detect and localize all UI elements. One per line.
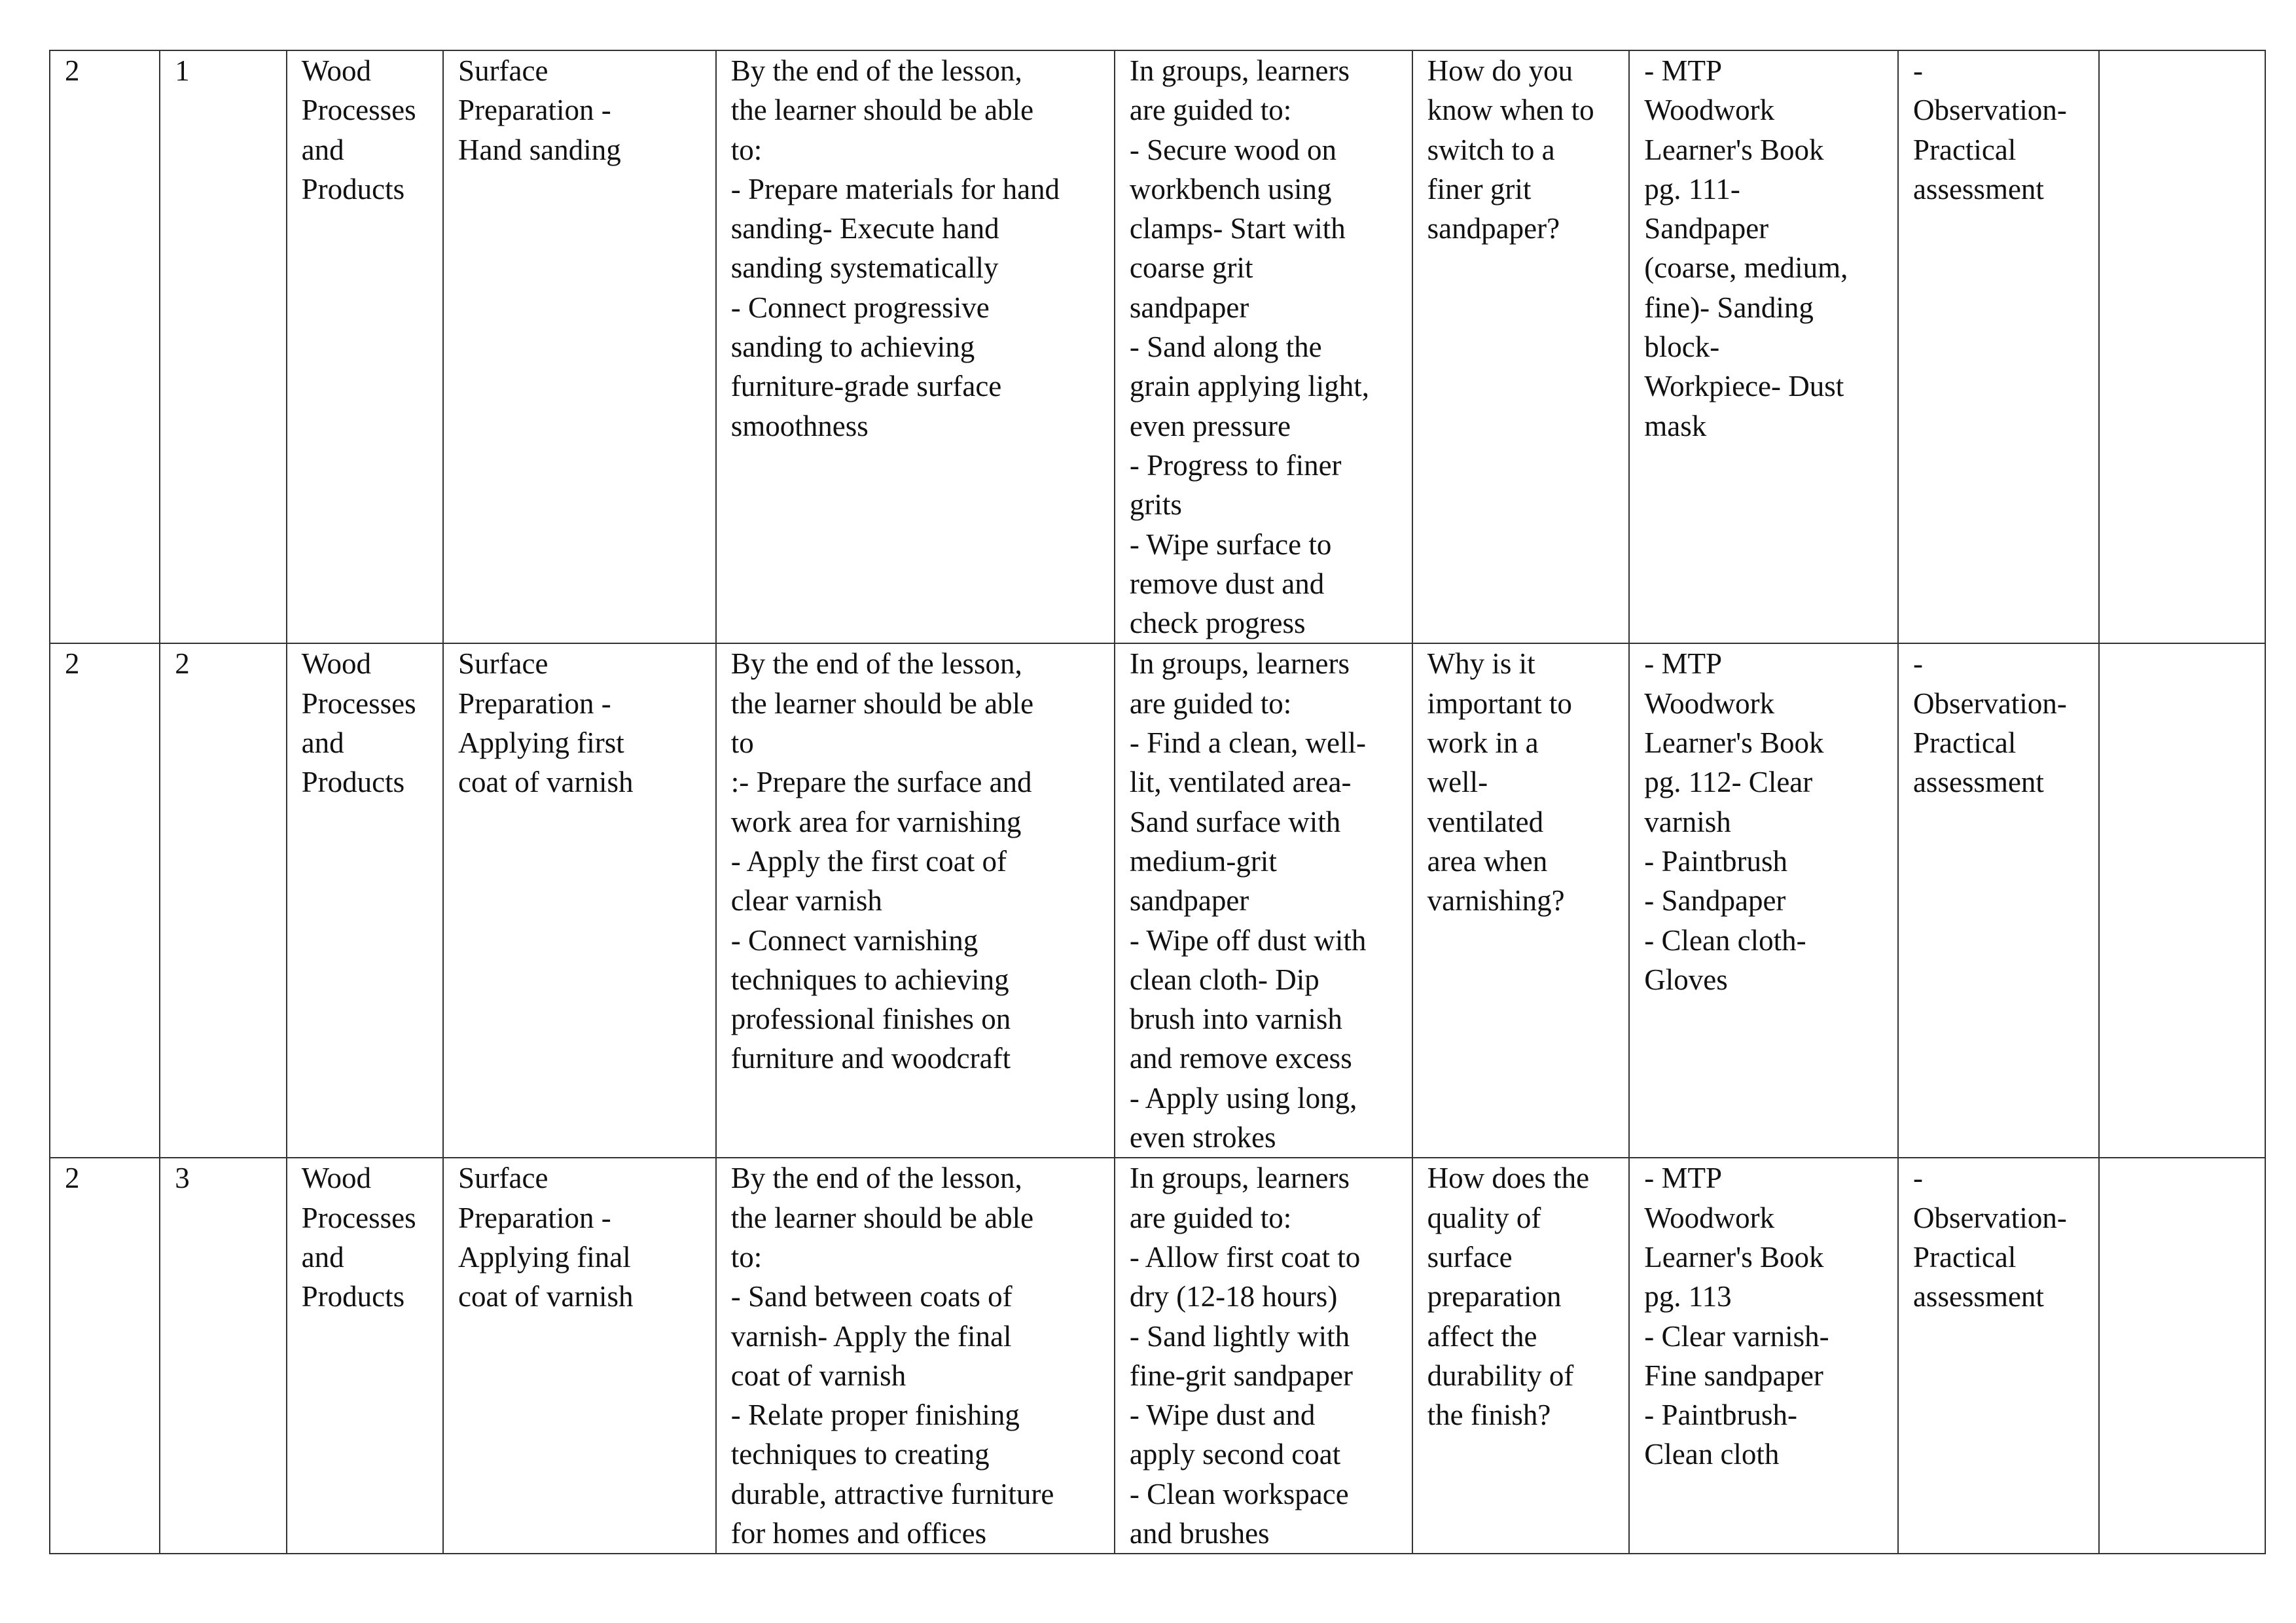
learning-outcomes-cell: By the end of the lesson, the learner should be able to :- Prepare the surface and work area for varnishing - Apply the first coat of clear varnish - Connect varnishing techniques to achieving professional finishes on furniture and woodcraft	[716, 643, 1115, 1158]
table-row	[50, 643, 2265, 1158]
sub-strand-cell: Surface Preparation - Hand sanding	[443, 50, 716, 643]
key-inquiry-question-cell: Why is it important to work in a well- ventilated area when varnishing?	[1412, 643, 1630, 1158]
lesson-cell: 1	[160, 50, 286, 643]
strand-cell: Wood Processes and Products	[287, 50, 443, 643]
table-row	[50, 50, 2265, 643]
sub-strand-cell: Surface Preparation - Applying first coat of varnish	[443, 643, 716, 1158]
assessment-cell: - Observation- Practical assessment	[1898, 1158, 2100, 1554]
learning-outcomes-cell: By the end of the lesson, the learner should be able to: - Prepare materials for hand sanding- Execute hand sanding systematically - Connect progressive sanding to achieving furniture-grade surface smoothness	[716, 50, 1115, 643]
assessment-cell: - Observation- Practical assessment	[1898, 50, 2100, 643]
table-row	[50, 1158, 2265, 1554]
remarks-cell	[2099, 50, 2265, 643]
remarks-cell	[2099, 1158, 2265, 1554]
strand-cell: Wood Processes and Products	[287, 1158, 443, 1554]
week-cell: 2	[50, 1158, 160, 1554]
remarks-cell	[2099, 643, 2265, 1158]
learning-experiences-cell: In groups, learners are guided to: - Find a clean, well- lit, ventilated area- Sand surface with medium-grit sandpaper - Wipe off dust with clean cloth- Dip brush into varnish and remove excess - Apply using long, even strokes	[1115, 643, 1412, 1158]
key-inquiry-question-cell: How do you know when to switch to a finer grit sandpaper?	[1412, 50, 1630, 643]
lesson-cell: 3	[160, 1158, 286, 1554]
learning-resources-cell: - MTP Woodwork Learner's Book pg. 113 - Clear varnish- Fine sandpaper - Paintbrush- Clean cloth	[1629, 1158, 1898, 1554]
learning-resources-cell: - MTP Woodwork Learner's Book pg. 112- Clear varnish - Paintbrush - Sandpaper - Clean cloth- Gloves	[1629, 643, 1898, 1158]
learning-experiences-cell: In groups, learners are guided to: - Allow first coat to dry (12-18 hours) - Sand lightly with fine-grit sandpaper - Wipe dust and apply second coat - Clean workspace and brushes	[1115, 1158, 1412, 1554]
lesson-cell: 2	[160, 643, 286, 1158]
week-cell: 2	[50, 643, 160, 1158]
scheme-of-work-table	[49, 50, 2266, 1554]
learning-experiences-cell: In groups, learners are guided to: - Secure wood on workbench using clamps- Start with coarse grit sandpaper - Sand along the grain applying light, even pressure - Progress to finer grits - Wipe surface to remove dust and check progress	[1115, 50, 1412, 643]
week-cell: 2	[50, 50, 160, 643]
strand-cell: Wood Processes and Products	[287, 643, 443, 1158]
key-inquiry-question-cell: How does the quality of surface preparation affect the durability of the finish?	[1412, 1158, 1630, 1554]
learning-resources-cell: - MTP Woodwork Learner's Book pg. 111- Sandpaper (coarse, medium, fine)- Sanding block- Workpiece- Dust mask	[1629, 50, 1898, 643]
learning-outcomes-cell: By the end of the lesson, the learner should be able to: - Sand between coats of varnish- Apply the final coat of varnish - Relate proper finishing techniques to creating durable, attractive furniture for homes and offices	[716, 1158, 1115, 1554]
sub-strand-cell: Surface Preparation - Applying final coat of varnish	[443, 1158, 716, 1554]
assessment-cell: - Observation- Practical assessment	[1898, 643, 2100, 1158]
